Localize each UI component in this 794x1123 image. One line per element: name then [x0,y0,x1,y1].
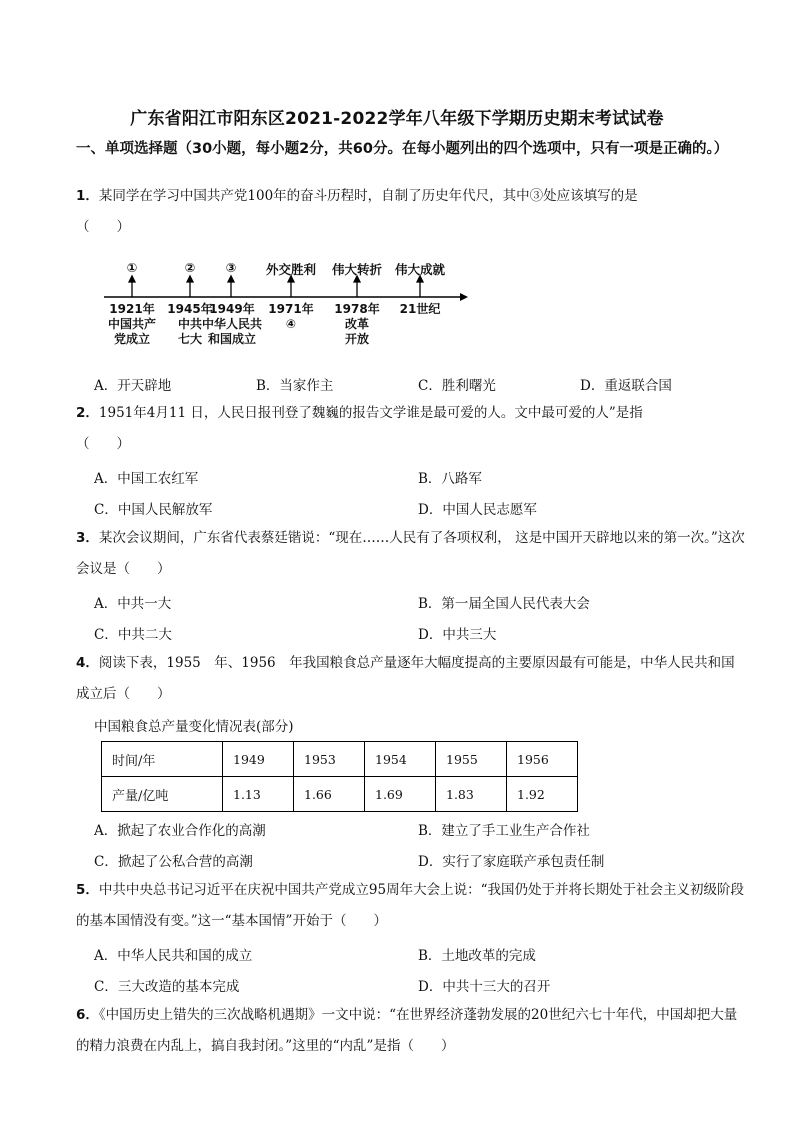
timeline-marker-turning: 伟大转折 [331,262,382,277]
timeline-event: 中华人民共 [201,317,262,331]
section-heading: 一、单项选择题（30小题，每小题2分，共60分。在每小题列出的四个选项中，只有一项是正确的。） [76,141,729,157]
table-cell: 1955 [436,742,507,777]
question-text: 中共中央总书记习近平在庆祝中国共产党成立95周年大会上说：“我国仍处于并将长期处于社会主义初级阶段的基本国情没有变。”这一“基本国情”开始于（ ） [76,882,744,929]
timeline-marker-diplomacy: 外交胜利 [265,262,316,277]
question-2 [76,398,748,460]
option-d[interactable]: D．中共十三大的召开 [418,979,551,995]
table-header-cell: 时间/年 [102,742,223,777]
question-number: 5． [76,882,99,898]
timeline-point-1921 [102,302,162,347]
grain-output-table [101,741,578,812]
option-b[interactable]: B．第一届全国人民代表大会 [418,596,590,612]
option-c[interactable]: C．中国人民解放军 [94,502,213,518]
table-cell: 1953 [294,742,365,777]
table-row [102,777,578,812]
timeline-marker-3: ③ [225,260,237,275]
table-cell: 1954 [365,742,436,777]
option-d[interactable]: D．实行了家庭联产承包责任制 [418,854,605,870]
table-caption: 中国粮食总产量变化情况表(部分) [94,719,294,735]
timeline-point-1949 [199,302,265,347]
answer-blank: （ ） [76,436,130,452]
table-cell: 1.69 [365,777,436,812]
timeline-point-1978 [330,302,384,347]
option-d[interactable]: D．重返联合国 [580,378,672,394]
table-cell: 1.66 [294,777,365,812]
timeline-marker-2: ② [184,260,196,275]
timeline-point-21c [392,302,448,317]
option-d[interactable]: D．中国人民志愿军 [418,502,537,518]
question-number: 1． [76,188,99,204]
question-4 [76,648,748,710]
option-a[interactable]: A．掀起了农业合作化的高潮 [94,823,266,839]
timeline-marker-1: ① [126,260,138,275]
timeline-year: 1978年 [334,302,380,316]
option-a[interactable]: A．开天辟地 [94,378,172,394]
table-cell: 1.83 [436,777,507,812]
option-a[interactable]: A．中华人民共和国的成立 [94,948,253,964]
table-cell: 1.13 [223,777,294,812]
option-c[interactable]: C．胜利曙光 [418,378,496,394]
history-timeline [100,255,470,355]
table-cell: 1949 [223,742,294,777]
timeline-year: 1971年 [268,302,314,316]
option-b[interactable]: B．建立了手工业生产合作社 [418,823,590,839]
option-d[interactable]: D．中共三大 [418,627,497,643]
question-text: 《中国历史上错失的三次战略机遇期》一文中说：“在世界经济蓬勃发展的20世纪六七十年代，中国却把大量的精力浪费在内乱上，搞自我封闭。”这里的“内乱”是指（ ） [76,1007,738,1054]
table-cell: 1956 [507,742,578,777]
question-text: 某同学在学习中国共产党100年的奋斗历程时，自制了历史年代尺，其中③处应该填写的是 [98,188,638,204]
answer-blank: （ ） [76,219,130,235]
question-text: 阅读下表，1955 年、1956 年我国粮食总产量逐年大幅度提高的主要原因最有可能是，中华人民共和国成立后（ ） [76,655,735,702]
timeline-year: 1949年 [209,302,255,316]
option-b[interactable]: B．八路军 [418,471,482,487]
question-number: 4． [76,655,99,671]
question-text: 某次会议期间，广东省代表蔡廷锴说：“现在……人民有了各项权利， 这是中国开天辟地以来的第一次。”这次会议是（ ） [76,530,745,577]
question-3 [76,523,748,585]
question-6 [76,1000,748,1062]
table-cell: 1.92 [507,777,578,812]
timeline-year: 21世纪 [399,302,441,316]
question-number: 3． [76,530,99,546]
timeline-event: 七大 [177,332,202,346]
option-c[interactable]: C．掀起了公私合营的高潮 [94,854,253,870]
question-number: 2． [76,405,99,421]
timeline-marker-achievement: 伟大成就 [394,262,445,277]
timeline-event: 中国共产 [107,317,156,331]
option-a[interactable]: A．中国工农红军 [94,471,199,487]
timeline-event: 改革 [344,317,369,331]
timeline-year: 1945年 [167,302,213,316]
timeline-year: 1921年 [109,302,155,316]
option-b[interactable]: B．当家作主 [256,378,334,394]
option-c[interactable]: C．三大改造的基本完成 [94,979,240,995]
option-a[interactable]: A．中共一大 [94,596,172,612]
question-number: 6． [76,1007,99,1023]
timeline-event: ④ [285,317,297,331]
timeline-event: 和国成立 [207,332,256,346]
exam-title: 广东省阳江市阳东区2021-2022学年八年级下学期历史期末考试试卷 [130,109,664,129]
table-header-cell: 产量/亿吨 [102,777,223,812]
question-5 [76,875,748,937]
question-text: 1951年4月11 日，人民日报刊登了魏巍的报告文学谁是最可爱的人。文中最可爱的人”是指 [98,405,643,421]
timeline-event: 党成立 [113,332,150,346]
question-1 [76,181,748,243]
timeline-point-1971 [266,302,316,332]
timeline-event: 开放 [344,332,369,346]
option-b[interactable]: B．土地改革的完成 [418,948,536,964]
timeline-event: 中共 [177,317,202,331]
option-c[interactable]: C．中共二大 [94,627,172,643]
table-row [102,742,578,777]
